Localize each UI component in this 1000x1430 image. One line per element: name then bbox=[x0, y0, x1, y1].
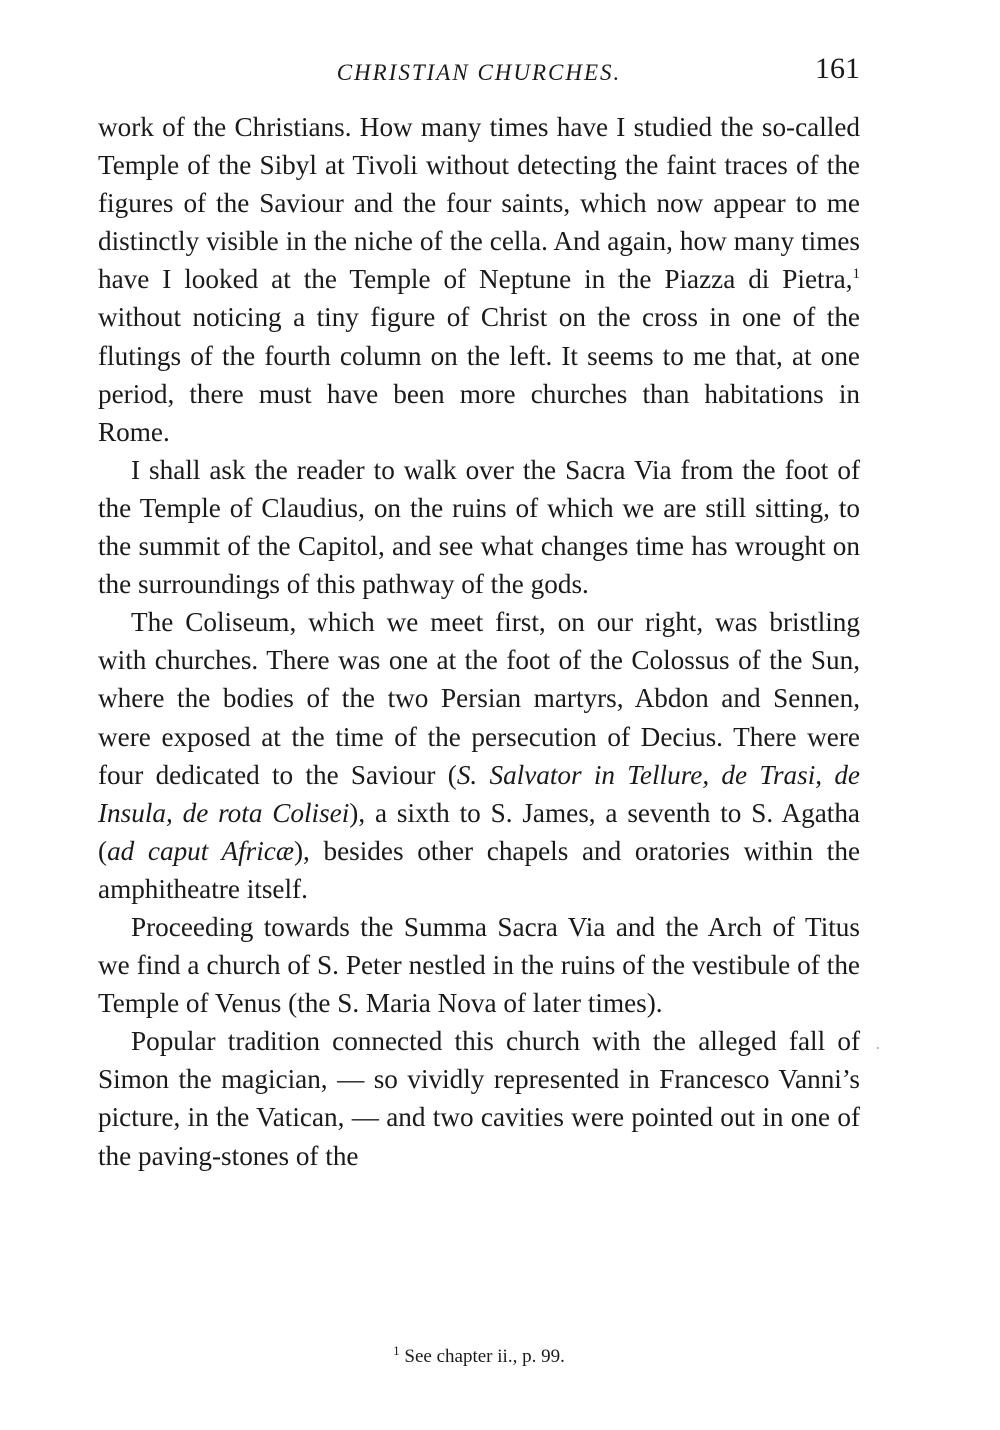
paragraph-3-italic-1: S. Salvator in Tellure, de Trasi, de Insula, de rota Colisei bbox=[98, 759, 860, 828]
paragraph-3-text-b: ), a sixth to S. James, a seventh to S. Agatha ( bbox=[98, 797, 860, 866]
paragraph-1-text-a: work of the Christians. How many times have I studied the so-called Temple of the Sibyl at Tivoli without detecting the faint traces of the figures of the Saviour and the four saints, which now appear to me distinctly visible in the niche of the cella. And again, how many times have I looked at the Temple of Neptune in the Piazza di Pietra, bbox=[98, 112, 860, 295]
paragraph-3-italic-2: ad caput Africæ bbox=[107, 835, 294, 866]
page-header bbox=[98, 52, 860, 92]
footnote bbox=[98, 1343, 860, 1368]
footnote-text: See chapter ii., p. 99. bbox=[399, 1346, 565, 1367]
paragraph-5: Popular tradition connected this church with the alleged fall of Simon the magician, — so vividly represented in Francesco Vanni’s picture, in the Vatican, — and two cavities were pointed out in one of the paving-stones of the bbox=[98, 1026, 860, 1171]
paragraph-2: I shall ask the reader to walk over the Sacra Via from the foot of the Temple of Claudius, on the ruins of which we are still sitting, to the summit of the Capitol, and see what changes time has wrought on the surroundings of this pathway of the gods. bbox=[98, 454, 860, 600]
footnote-reference: 1 bbox=[852, 266, 860, 283]
paragraph-3-text-a: The Coliseum, which we meet first, on our right, was bristling with churches. There was one at the foot of the Colossus of the Sun, where the bodies of the two Persian martyrs, Abdon and Sennen, were exposed at the time of the persecution of Decius. There were four dedicated to the Saviour ( bbox=[98, 607, 860, 790]
paragraph-3-text-c: ), besides other chapels and oratories within the amphitheatre itself. bbox=[98, 835, 861, 904]
running-title: CHRISTIAN CHURCHES. bbox=[336, 60, 622, 85]
paragraph-3 bbox=[98, 603, 860, 908]
paragraph-1-text-b: without noticing a tiny figure of Christ on the cross in one of the flutings of the fourth column on the left. It seems to me that, at one period, there must have been more churches than habitations in Rome. bbox=[98, 302, 860, 447]
body-text bbox=[98, 108, 860, 1175]
page-number: 161 bbox=[815, 52, 860, 85]
paragraph-4: Proceeding towards the Summa Sacra Via and the Arch of Titus we find a church of S. Peter nestled in the ruins of the vestibule of the Temple of Venus (the S. Maria Nova of later times). bbox=[98, 911, 860, 1019]
paragraph-1 bbox=[98, 108, 860, 451]
footnote-marker: 1 bbox=[393, 1343, 400, 1358]
scan-speck bbox=[877, 1047, 879, 1049]
